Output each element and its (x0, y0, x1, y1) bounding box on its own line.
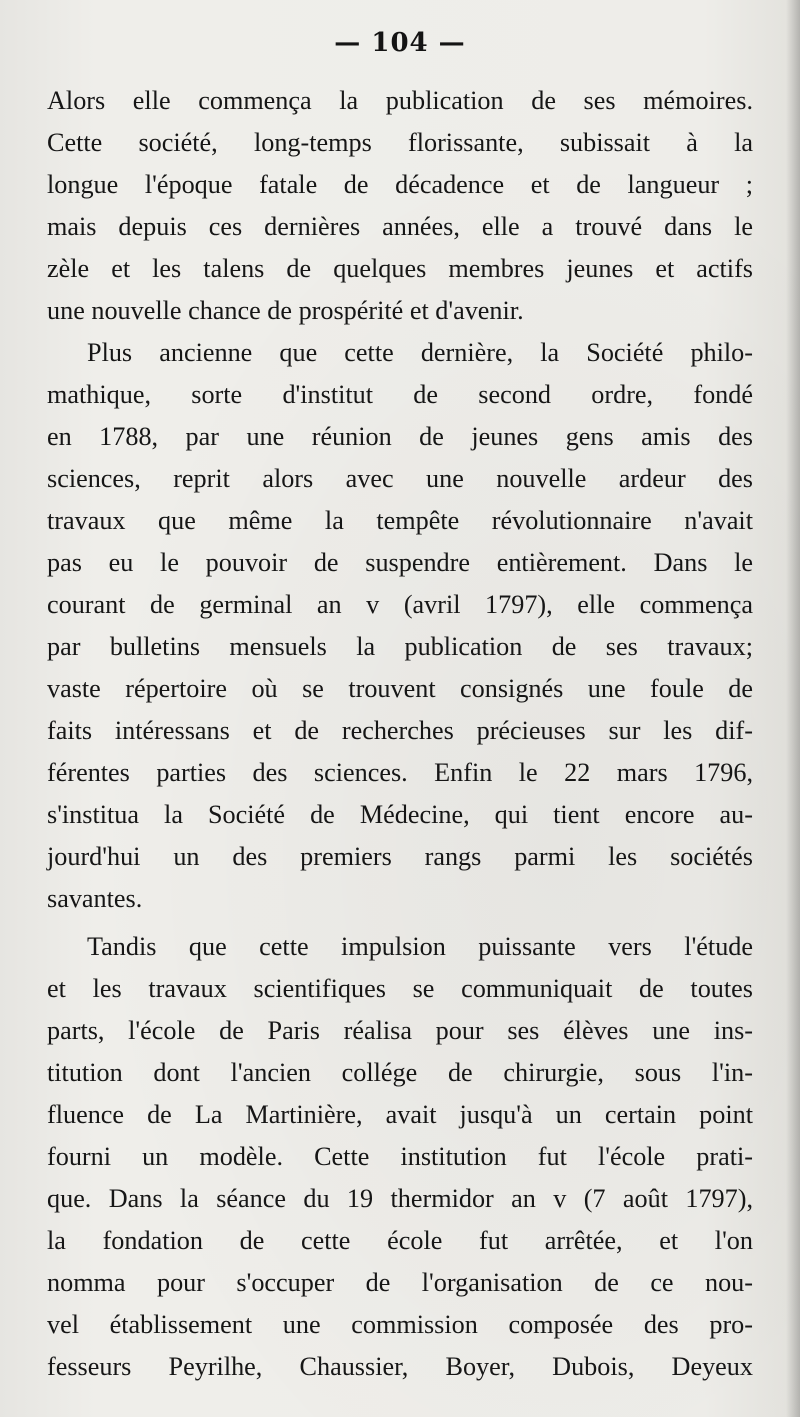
text-line: savantes. (47, 884, 143, 913)
text-line: Cette société, long-temps florissante, subissait à la (47, 128, 753, 157)
text-line: fourni un modèle. Cette institution fut l'école prati- (47, 1142, 753, 1171)
text-line: travaux que même la tempête révolutionnaire n'avait (47, 506, 753, 535)
text-line: une nouvelle chance de prospérité et d'avenir. (47, 296, 524, 325)
text-line: longue l'époque fatale de décadence et de langueur ; (47, 170, 753, 199)
text-line: vaste répertoire où se trouvent consignés une foule de (47, 674, 753, 703)
text-line: nomma pour s'occuper de l'organisation de ce nou- (47, 1268, 753, 1297)
text-line: et les travaux scientifiques se communiquait de toutes (47, 974, 753, 1003)
paragraph (47, 332, 753, 920)
text-line: pas eu le pouvoir de suspendre entièrement. Dans le (47, 548, 753, 577)
page-number: — 104 — (334, 28, 466, 58)
text-line: parts, l'école de Paris réalisa pour ses élèves une ins- (47, 1016, 753, 1045)
text-line: férentes parties des sciences. Enfin le 22 mars 1796, (47, 758, 753, 787)
text-line: en 1788, par une réunion de jeunes gens amis des (47, 422, 753, 451)
paragraph (47, 926, 753, 1388)
text-line: vel établissement une commission composée des pro- (47, 1310, 753, 1339)
text-line: fesseurs Peyrilhe, Chaussier, Boyer, Dubois, Deyeux (47, 1352, 753, 1381)
text-line: jourd'hui un des premiers rangs parmi les sociétés (47, 842, 753, 871)
text-line: faits intéressans et de recherches précieuses sur les dif- (47, 716, 753, 745)
text-line: Alors elle commença la publication de ses mémoires. (47, 86, 753, 115)
body-text (47, 80, 753, 1388)
text-line: mais depuis ces dernières années, elle a trouvé dans le (47, 212, 753, 241)
text-line: courant de germinal an v (avril 1797), elle commença (47, 590, 753, 619)
text-line: Tandis que cette impulsion puissante vers l'étude (87, 932, 753, 961)
text-line: la fondation de cette école fut arrêtée, et l'on (47, 1226, 753, 1255)
text-line: Plus ancienne que cette dernière, la Société philo- (87, 338, 753, 367)
page-edge-shadow (786, 0, 800, 1417)
text-line: que. Dans la séance du 19 thermidor an v (7 août 1797), (47, 1184, 753, 1213)
text-line: sciences, reprit alors avec une nouvelle ardeur des (47, 464, 753, 493)
text-line: par bulletins mensuels la publication de ses travaux; (47, 632, 753, 661)
paragraph (47, 80, 753, 332)
text-line: titution dont l'ancien collége de chirurgie, sous l'in- (47, 1058, 753, 1087)
text-line: fluence de La Martinière, avait jusqu'à un certain point (47, 1100, 753, 1129)
text-line: s'institua la Société de Médecine, qui tient encore au- (47, 800, 753, 829)
text-line: mathique, sorte d'institut de second ordre, fondé (47, 380, 753, 409)
text-line: zèle et les talens de quelques membres jeunes et actifs (47, 254, 753, 283)
